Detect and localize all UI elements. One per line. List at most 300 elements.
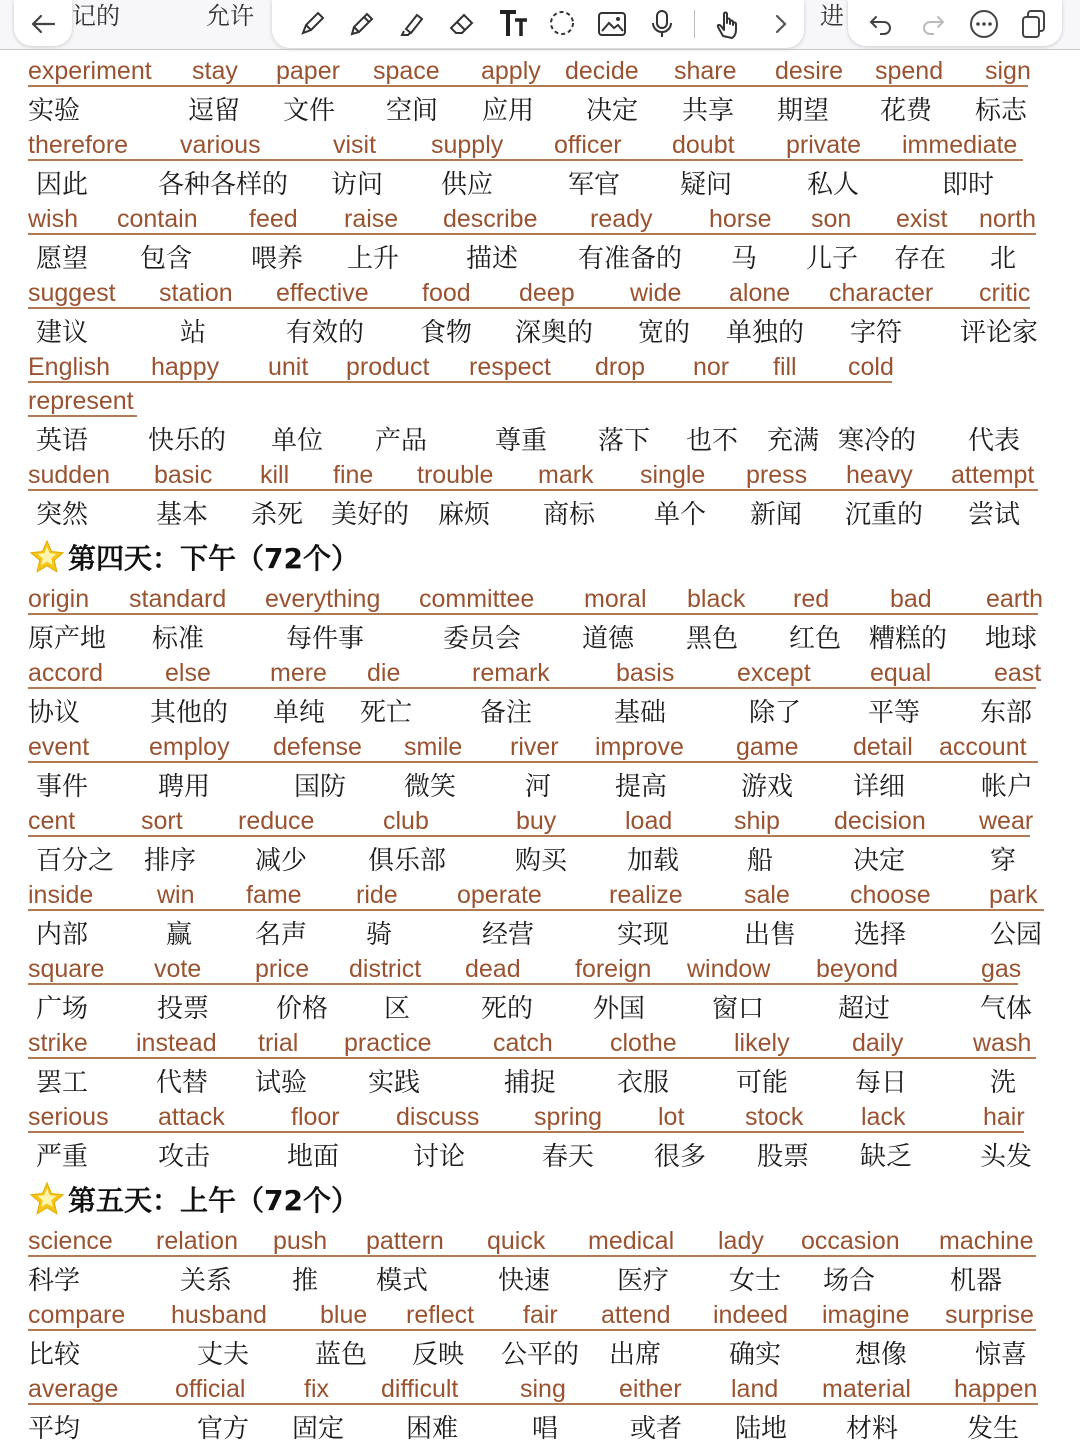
chinese-translation: 反映	[412, 1340, 465, 1370]
chinese-translation: 讨论	[413, 1142, 466, 1172]
chevron-right-icon	[774, 13, 788, 35]
english-word: various	[180, 131, 261, 159]
english-word: occasion	[801, 1227, 900, 1255]
chinese-translation: 地面	[287, 1142, 340, 1172]
eraser-icon	[447, 9, 477, 39]
chinese-translation: 死亡	[360, 698, 413, 728]
chinese-translation: 窗口	[712, 994, 765, 1024]
chinese-translation: 模式	[376, 1266, 429, 1296]
english-word: ready	[590, 205, 653, 233]
english-word: paper	[276, 57, 340, 85]
english-word: character	[829, 279, 934, 307]
chinese-translation: 死的	[481, 994, 534, 1024]
chinese-translation: 食物	[420, 318, 473, 348]
english-word: doubt	[672, 131, 735, 159]
word-underline	[28, 159, 1023, 161]
chinese-translation: 红色	[789, 624, 842, 654]
english-word-row	[0, 1299, 1080, 1333]
toolbar-bottom-border	[0, 49, 1080, 50]
chinese-translation: 发生	[967, 1414, 1020, 1444]
english-word: material	[822, 1375, 911, 1403]
chinese-translation: 外国	[593, 994, 646, 1024]
chinese-translation: 国防	[294, 772, 347, 802]
chinese-translation: 春天	[542, 1142, 595, 1172]
chinese-translation: 沉重的	[845, 500, 924, 530]
arrow-left-icon	[30, 13, 56, 35]
english-word-row	[0, 657, 1080, 691]
chinese-translation: 尊重	[495, 426, 548, 456]
chinese-translation: 代表	[968, 426, 1021, 456]
english-word: attend	[601, 1301, 671, 1329]
chinese-translation: 选择	[854, 920, 907, 950]
english-word: equal	[870, 659, 932, 687]
english-word: account	[939, 733, 1027, 761]
english-word: cold	[848, 353, 894, 381]
chinese-translation: 黑色	[686, 624, 739, 654]
english-word: instead	[136, 1029, 217, 1057]
english-word: decision	[834, 807, 926, 835]
english-word: officer	[554, 131, 622, 159]
pencil-icon	[347, 9, 377, 39]
chinese-meaning-row	[0, 420, 1080, 454]
english-word: ship	[734, 807, 780, 835]
pages-button[interactable]	[1016, 6, 1052, 42]
chinese-translation: 尝试	[968, 500, 1021, 530]
chinese-meaning-row	[0, 840, 1080, 874]
english-word: window	[687, 955, 771, 983]
chinese-meaning-row	[0, 1334, 1080, 1368]
english-word: moral	[584, 585, 647, 613]
english-word: cent	[28, 807, 76, 835]
chinese-translation: 美好的	[331, 500, 410, 530]
chinese-translation: 疑问	[680, 170, 733, 200]
english-word: station	[159, 279, 233, 307]
chinese-translation: 商标	[543, 500, 596, 530]
chinese-translation: 骑	[366, 920, 393, 950]
english-word: imagine	[822, 1301, 910, 1329]
chinese-translation: 经营	[482, 920, 535, 950]
english-word: stay	[192, 57, 238, 85]
chinese-translation: 花费	[880, 96, 933, 126]
chinese-translation: 平等	[868, 698, 921, 728]
hand-tool-button[interactable]	[710, 6, 746, 42]
chinese-translation: 俱乐部	[368, 846, 447, 876]
english-word: supply	[431, 131, 504, 159]
english-word: remark	[472, 659, 550, 687]
chinese-translation: 加载	[627, 846, 680, 876]
section-title: 第五天：上午（72个）	[68, 1184, 359, 1217]
english-word: square	[28, 955, 105, 983]
chinese-translation: 单个	[654, 500, 707, 530]
back-button[interactable]	[26, 8, 60, 40]
chinese-translation: 购买	[515, 846, 568, 876]
chinese-translation: 内部	[36, 920, 89, 950]
chinese-translation: 私人	[807, 170, 860, 200]
eraser-tool-button[interactable]	[444, 6, 480, 42]
chinese-translation: 唱	[532, 1414, 559, 1444]
english-word: unit	[268, 353, 309, 381]
chinese-translation: 机器	[950, 1266, 1003, 1296]
chinese-translation: 实验	[28, 96, 81, 126]
chinese-translation: 杀死	[251, 500, 304, 530]
chinese-translation: 有效的	[286, 318, 365, 348]
chinese-translation: 存在	[894, 244, 947, 274]
english-word: fill	[773, 353, 797, 381]
chinese-translation: 或者	[630, 1414, 683, 1444]
chinese-translation: 帐户	[981, 772, 1034, 802]
chinese-translation: 落下	[598, 426, 651, 456]
chinese-translation: 期望	[777, 96, 830, 126]
chinese-meaning-row	[0, 1408, 1080, 1442]
chinese-translation: 蓝色	[315, 1340, 368, 1370]
chinese-translation: 攻击	[158, 1142, 211, 1172]
english-word: choose	[850, 881, 931, 909]
english-word: either	[619, 1375, 682, 1403]
chinese-translation: 头发	[980, 1142, 1033, 1172]
english-word-row	[0, 385, 1080, 419]
chinese-meaning-row	[0, 238, 1080, 272]
english-word: spring	[534, 1103, 603, 1131]
chinese-translation: 原产地	[28, 624, 107, 654]
chinese-meaning-row	[0, 1260, 1080, 1294]
chinese-translation: 出售	[744, 920, 797, 950]
chinese-translation: 描述	[466, 244, 519, 274]
chinese-translation: 评论家	[960, 318, 1039, 348]
more-tools-button[interactable]	[766, 8, 796, 40]
chinese-translation: 单位	[271, 426, 324, 456]
english-word: single	[640, 461, 706, 489]
microphone-tool-button[interactable]	[644, 6, 680, 42]
english-word-row	[0, 1101, 1080, 1135]
star-icon	[28, 538, 66, 576]
english-word: exist	[896, 205, 948, 233]
chinese-meaning-row	[0, 1136, 1080, 1170]
chinese-translation: 建议	[36, 318, 89, 348]
chinese-translation: 包含	[140, 244, 193, 274]
english-word: sudden	[28, 461, 111, 489]
chinese-translation: 提高	[615, 772, 668, 802]
english-word: wear	[979, 807, 1034, 835]
english-word: improve	[595, 733, 684, 761]
chinese-translation: 试验	[255, 1068, 308, 1098]
english-word: alone	[729, 279, 791, 307]
english-word: dead	[465, 955, 521, 983]
chinese-translation: 糟糕的	[869, 624, 948, 654]
english-word: win	[157, 881, 195, 909]
english-word: describe	[443, 205, 538, 233]
english-word: wash	[973, 1029, 1032, 1057]
english-word: basis	[616, 659, 675, 687]
redo-icon	[920, 13, 946, 35]
english-word: committee	[419, 585, 535, 613]
english-word: lack	[861, 1103, 906, 1131]
chinese-translation: 丈夫	[197, 1340, 250, 1370]
hand-pointer-icon	[713, 8, 743, 40]
english-word: origin	[28, 585, 90, 613]
chinese-translation: 东部	[980, 698, 1033, 728]
english-word: contain	[117, 205, 198, 233]
chinese-translation: 游戏	[741, 772, 794, 802]
chinese-translation: 公平的	[501, 1340, 580, 1370]
chinese-translation: 区	[384, 994, 411, 1024]
english-word: smile	[404, 733, 463, 761]
english-word: employ	[149, 733, 230, 761]
highlighter-tool-button[interactable]	[394, 6, 430, 42]
lasso-tool-button[interactable]	[544, 6, 580, 42]
chinese-translation: 船	[747, 846, 774, 876]
chinese-translation: 产品	[375, 426, 428, 456]
chinese-translation: 公园	[990, 920, 1043, 950]
chinese-translation: 即时	[942, 170, 995, 200]
chinese-translation: 寒冷的	[838, 426, 917, 456]
chinese-translation: 关系	[180, 1266, 233, 1296]
english-word: feed	[249, 205, 298, 233]
english-word-row	[0, 1027, 1080, 1061]
english-word: blue	[320, 1301, 368, 1329]
chinese-translation: 实现	[617, 920, 670, 950]
english-word: detail	[853, 733, 913, 761]
chinese-translation: 其他的	[150, 698, 229, 728]
english-word: realize	[609, 881, 683, 909]
english-word: sort	[141, 807, 183, 835]
english-word-row	[0, 277, 1080, 311]
english-word: likely	[734, 1029, 790, 1057]
chinese-translation: 单纯	[273, 698, 326, 728]
english-word: stock	[745, 1103, 804, 1131]
chinese-translation: 详细	[853, 772, 906, 802]
english-word: decide	[565, 57, 639, 85]
english-word: black	[687, 585, 746, 613]
english-word: medical	[588, 1227, 675, 1255]
english-word: sign	[985, 57, 1031, 85]
chinese-translation: 场合	[823, 1266, 876, 1296]
english-word-row	[0, 1373, 1080, 1407]
english-word: everything	[265, 585, 381, 613]
chinese-translation: 科学	[28, 1266, 81, 1296]
chinese-translation: 确实	[729, 1340, 782, 1370]
english-word: experiment	[28, 57, 152, 85]
scrolled-text-peek: 允许	[206, 2, 254, 30]
chinese-translation: 快乐的	[148, 426, 227, 456]
english-word: lot	[658, 1103, 685, 1131]
english-word-row	[0, 805, 1080, 839]
chinese-translation: 事件	[36, 772, 89, 802]
chinese-translation: 减少	[255, 846, 308, 876]
chinese-translation: 字符	[850, 318, 903, 348]
more-options-button[interactable]	[966, 6, 1002, 42]
english-word: inside	[28, 881, 94, 909]
chinese-translation: 有准备的	[578, 244, 683, 274]
english-word: horse	[709, 205, 772, 233]
chinese-translation: 惊喜	[975, 1340, 1028, 1370]
english-word: vote	[154, 955, 202, 983]
text-tool-button[interactable]	[494, 4, 534, 44]
chinese-translation: 洗	[990, 1068, 1017, 1098]
chinese-meaning-row	[0, 618, 1080, 652]
english-word: apply	[481, 57, 541, 85]
english-word: private	[786, 131, 862, 159]
english-word: bad	[890, 585, 932, 613]
english-word: food	[422, 279, 471, 307]
chinese-translation: 价格	[276, 994, 329, 1024]
microphone-icon	[648, 8, 676, 40]
english-word: happy	[151, 353, 220, 381]
chinese-translation: 罢工	[36, 1068, 89, 1098]
chinese-translation: 超过	[838, 994, 891, 1024]
english-word: lady	[718, 1227, 764, 1255]
chinese-translation: 气体	[980, 994, 1033, 1024]
chinese-translation: 女士	[729, 1266, 782, 1296]
english-word: nor	[693, 353, 730, 381]
english-word: spend	[875, 57, 944, 85]
chinese-translation: 标准	[152, 624, 205, 654]
chinese-translation: 也不	[686, 426, 739, 456]
pen-tool-button[interactable]	[294, 6, 330, 42]
chinese-translation: 陆地	[735, 1414, 788, 1444]
pencil-tool-button[interactable]	[344, 6, 380, 42]
english-word-row	[0, 583, 1080, 617]
chinese-translation: 决定	[586, 96, 639, 126]
chinese-meaning-row	[0, 312, 1080, 346]
english-word: accord	[28, 659, 104, 687]
chinese-translation: 军官	[568, 170, 621, 200]
english-word: ride	[356, 881, 398, 909]
english-word: catch	[493, 1029, 553, 1057]
english-word: standard	[129, 585, 227, 613]
chinese-translation: 道德	[582, 624, 635, 654]
chinese-meaning-row	[0, 1062, 1080, 1096]
english-word: science	[28, 1227, 113, 1255]
english-word: heavy	[846, 461, 913, 489]
chinese-translation: 决定	[853, 846, 906, 876]
english-word: river	[510, 733, 559, 761]
english-word: reflect	[406, 1301, 475, 1329]
english-word: land	[731, 1375, 779, 1403]
english-word: sing	[520, 1375, 566, 1403]
english-word: north	[979, 205, 1036, 233]
text-tool-icon	[496, 6, 532, 42]
chinese-meaning-row	[0, 164, 1080, 198]
chinese-translation: 基本	[156, 500, 209, 530]
english-word: sale	[744, 881, 790, 909]
english-word: represent	[28, 387, 134, 415]
redo-button[interactable]	[916, 8, 950, 40]
english-word: surprise	[945, 1301, 1034, 1329]
english-word: clothe	[610, 1029, 677, 1057]
english-word-row	[0, 879, 1080, 913]
scrolled-text-peek: 记的	[72, 2, 120, 30]
english-word-row	[0, 1225, 1080, 1259]
english-word: attack	[158, 1103, 225, 1131]
english-word: son	[811, 205, 852, 233]
chinese-translation: 实践	[368, 1068, 421, 1098]
chinese-translation: 投票	[157, 994, 210, 1024]
english-word: park	[989, 881, 1038, 909]
chinese-translation: 文件	[283, 96, 336, 126]
english-word: fix	[304, 1375, 329, 1403]
english-word: district	[349, 955, 422, 983]
english-word: quick	[487, 1227, 546, 1255]
chinese-translation: 固定	[292, 1414, 345, 1444]
english-word: east	[994, 659, 1042, 687]
chinese-translation: 宽的	[638, 318, 691, 348]
chinese-translation: 推	[292, 1266, 319, 1296]
english-word: practice	[344, 1029, 432, 1057]
chinese-translation: 充满	[767, 426, 820, 456]
english-word: daily	[852, 1029, 904, 1057]
chinese-translation: 喂养	[251, 244, 304, 274]
chinese-translation: 协议	[28, 698, 81, 728]
chinese-translation: 因此	[36, 170, 89, 200]
english-word: critic	[979, 279, 1031, 307]
chinese-translation: 每件事	[286, 624, 365, 654]
chinese-translation: 穿	[990, 846, 1017, 876]
english-word: gas	[981, 955, 1022, 983]
english-word: compare	[28, 1301, 126, 1329]
chinese-translation: 每日	[855, 1068, 908, 1098]
chinese-translation: 各种各样的	[158, 170, 289, 200]
undo-button[interactable]	[864, 8, 898, 40]
english-word: fair	[523, 1301, 558, 1329]
chinese-translation: 北	[990, 244, 1017, 274]
english-word: reduce	[238, 807, 315, 835]
chinese-translation: 困难	[406, 1414, 459, 1444]
chinese-translation: 出席	[609, 1340, 662, 1370]
english-word: relation	[156, 1227, 238, 1255]
chinese-translation: 单独的	[726, 318, 805, 348]
image-icon	[596, 9, 628, 39]
english-word: immediate	[902, 131, 1018, 159]
image-tool-button[interactable]	[594, 6, 630, 42]
chinese-meaning-row	[0, 692, 1080, 726]
english-word: desire	[775, 57, 844, 85]
chinese-translation: 广场	[36, 994, 89, 1024]
english-word: trouble	[417, 461, 494, 489]
english-word: buy	[516, 807, 557, 835]
english-word: pattern	[366, 1227, 444, 1255]
undo-icon	[868, 13, 894, 35]
chinese-translation: 缺乏	[860, 1142, 913, 1172]
english-word: defense	[273, 733, 362, 761]
english-word: wish	[28, 205, 79, 233]
english-word-row	[0, 351, 1080, 385]
chinese-translation: 河	[525, 772, 552, 802]
english-word: effective	[276, 279, 369, 307]
chinese-translation: 委员会	[443, 624, 522, 654]
lasso-icon	[546, 8, 578, 40]
chinese-meaning-row	[0, 90, 1080, 124]
chinese-translation: 严重	[36, 1142, 89, 1172]
chinese-translation: 备注	[480, 698, 533, 728]
chinese-translation: 百分之	[36, 846, 115, 876]
pen-icon	[297, 9, 327, 39]
english-word: kill	[260, 461, 290, 489]
chinese-translation: 赢	[166, 920, 193, 950]
english-word: visit	[333, 131, 377, 159]
chinese-translation: 可能	[736, 1068, 789, 1098]
english-word: operate	[457, 881, 542, 909]
chinese-translation: 访问	[331, 170, 384, 200]
chinese-translation: 应用	[482, 96, 535, 126]
chinese-translation: 医疗	[617, 1266, 670, 1296]
star-icon	[28, 1180, 66, 1218]
english-word: mark	[538, 461, 594, 489]
english-word: push	[273, 1227, 328, 1255]
chinese-translation: 基础	[614, 698, 667, 728]
chinese-translation: 深奥的	[515, 318, 594, 348]
english-word: drop	[595, 353, 646, 381]
english-word: trial	[258, 1029, 299, 1057]
